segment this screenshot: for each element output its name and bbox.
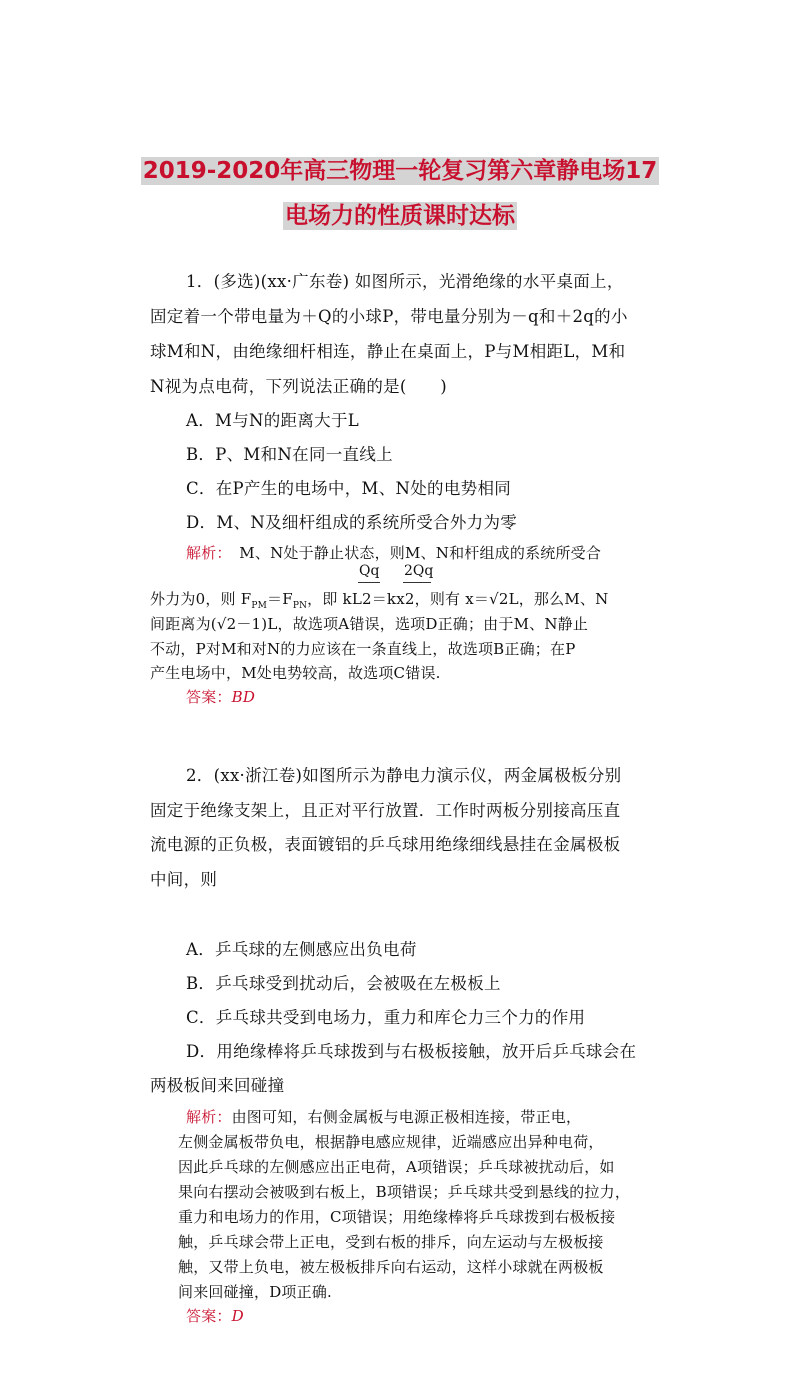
q2-stem-line4: 中间，则 — [150, 870, 218, 889]
q1-stem-line3: 球M和N，由绝缘细杆相连，静止在桌面上，P与M相距L，M和 — [150, 342, 626, 361]
q2-analysis-line5: 重力和电场力的作用，C项错误；用绝缘棒将乒乓球拨到右极板接 — [178, 1208, 616, 1226]
q1-stem-line1: 1．(多选)(xx·广东卷) 如图所示，光滑绝缘的水平桌面上， — [186, 272, 624, 291]
q1-frac-numerator-1: Qq — [359, 563, 380, 579]
q2-analysis-label: 解析： — [186, 1108, 232, 1126]
page-title-line1: 2019-2020年高三物理一轮复习第六章静电场17 — [142, 158, 658, 184]
q2-analysis-line1: 解析：由图可知，右侧金属板与电源正极相连接，带正电， — [186, 1108, 582, 1126]
page-title-line2: 电场力的性质课时达标 — [285, 203, 515, 229]
q1-frac-bar-1 — [358, 582, 380, 583]
q1-analysis-label: 解析： — [186, 544, 225, 562]
q2-answer: 答案：D — [186, 1307, 244, 1325]
q2-analysis-line2: 左侧金属板带负电，根据静电感应规律，近端感应出异种电荷， — [178, 1133, 604, 1151]
q1-analysis-line4: 不动，P对M和对N的力应该在一条直线上，故选项B正确；在P — [150, 640, 576, 658]
q1-option-c: C．在P产生的电场中，M、N处的电势相同 — [186, 479, 512, 498]
q2-analysis-line7: 触，又带上负电，被左极板排斥向右运动，这样小球就在两极板 — [178, 1258, 604, 1276]
q2-option-d: D．用绝缘棒将乒乓球拨到与右极板接触，放开后乒乓球会在 — [186, 1042, 637, 1061]
q2-option-a: A．乒乓球的左侧感应出负电荷 — [186, 940, 417, 959]
q1-analysis-line3: 间距离为(√2－1)L，故选项A错误，选项D正确；由于M、N静止 — [150, 615, 589, 633]
q2-stem-line3: 流电源的正负极，表面镀铝的乒乓球用绝缘细线悬挂在金属极板 — [150, 835, 621, 854]
q2-stem-line2: 固定于绝缘支架上，且正对平行放置．工作时两板分别接高压直 — [150, 801, 621, 820]
q2-analysis-line8: 间来回碰撞，D项正确. — [178, 1283, 332, 1301]
q1-stem-line4: N视为点电荷，下列说法正确的是( ) — [150, 377, 448, 396]
q1-analysis-line2: 外力为0，则 $F_{PM}=F_{PN}$，即 kL2＝kx2，则有 x＝√2L，那么M、N — [150, 590, 609, 611]
q2-stem-line1: 2．(xx·浙江卷)如图所示为静电力演示仪，两金属极板分别 — [186, 766, 622, 785]
q1-option-a: A．M与N的距离大于L — [186, 411, 360, 430]
q2-option-c: C．乒乓球共受到电场力，重力和库仑力三个力的作用 — [186, 1008, 586, 1027]
q2-option-b: B．乒乓球受到扰动后，会被吸在左极板上 — [186, 974, 501, 993]
q1-frac-numerator-2: 2Qq — [404, 563, 434, 579]
q2-analysis-line4: 果向右摆动会被吸到右板上，B项错误；乒乓球共受到悬线的拉力， — [178, 1183, 631, 1201]
q2-option-d-cont: 两极板间来回碰撞 — [150, 1076, 285, 1095]
q2-analysis-line3: 因此乒乓球的左侧感应出正电荷，A项错误；乒乓球被扰动后，如 — [178, 1158, 615, 1176]
q1-analysis-line5: 产生电场中，M处电势较高，故选项C错误. — [150, 664, 441, 682]
q1-answer: 答案：BD — [186, 688, 256, 706]
q1-option-d: D．M、N及细杆组成的系统所受合外力为零 — [186, 513, 518, 532]
q2-analysis-line6: 触，乒乓球会带上正电，受到右板的排斥，向左运动与左极板接 — [178, 1233, 604, 1251]
q1-stem-line2: 固定着一个带电量为＋Q的小球P，带电量分别为－q和＋2q的小 — [150, 307, 628, 326]
q1-option-b: B．P、M和N在同一直线上 — [186, 445, 393, 464]
q1-frac-bar-2 — [403, 582, 431, 583]
q1-analysis-line1: 解析： M、N处于静止状态，则M、N和杆组成的系统所受合 — [186, 544, 602, 562]
